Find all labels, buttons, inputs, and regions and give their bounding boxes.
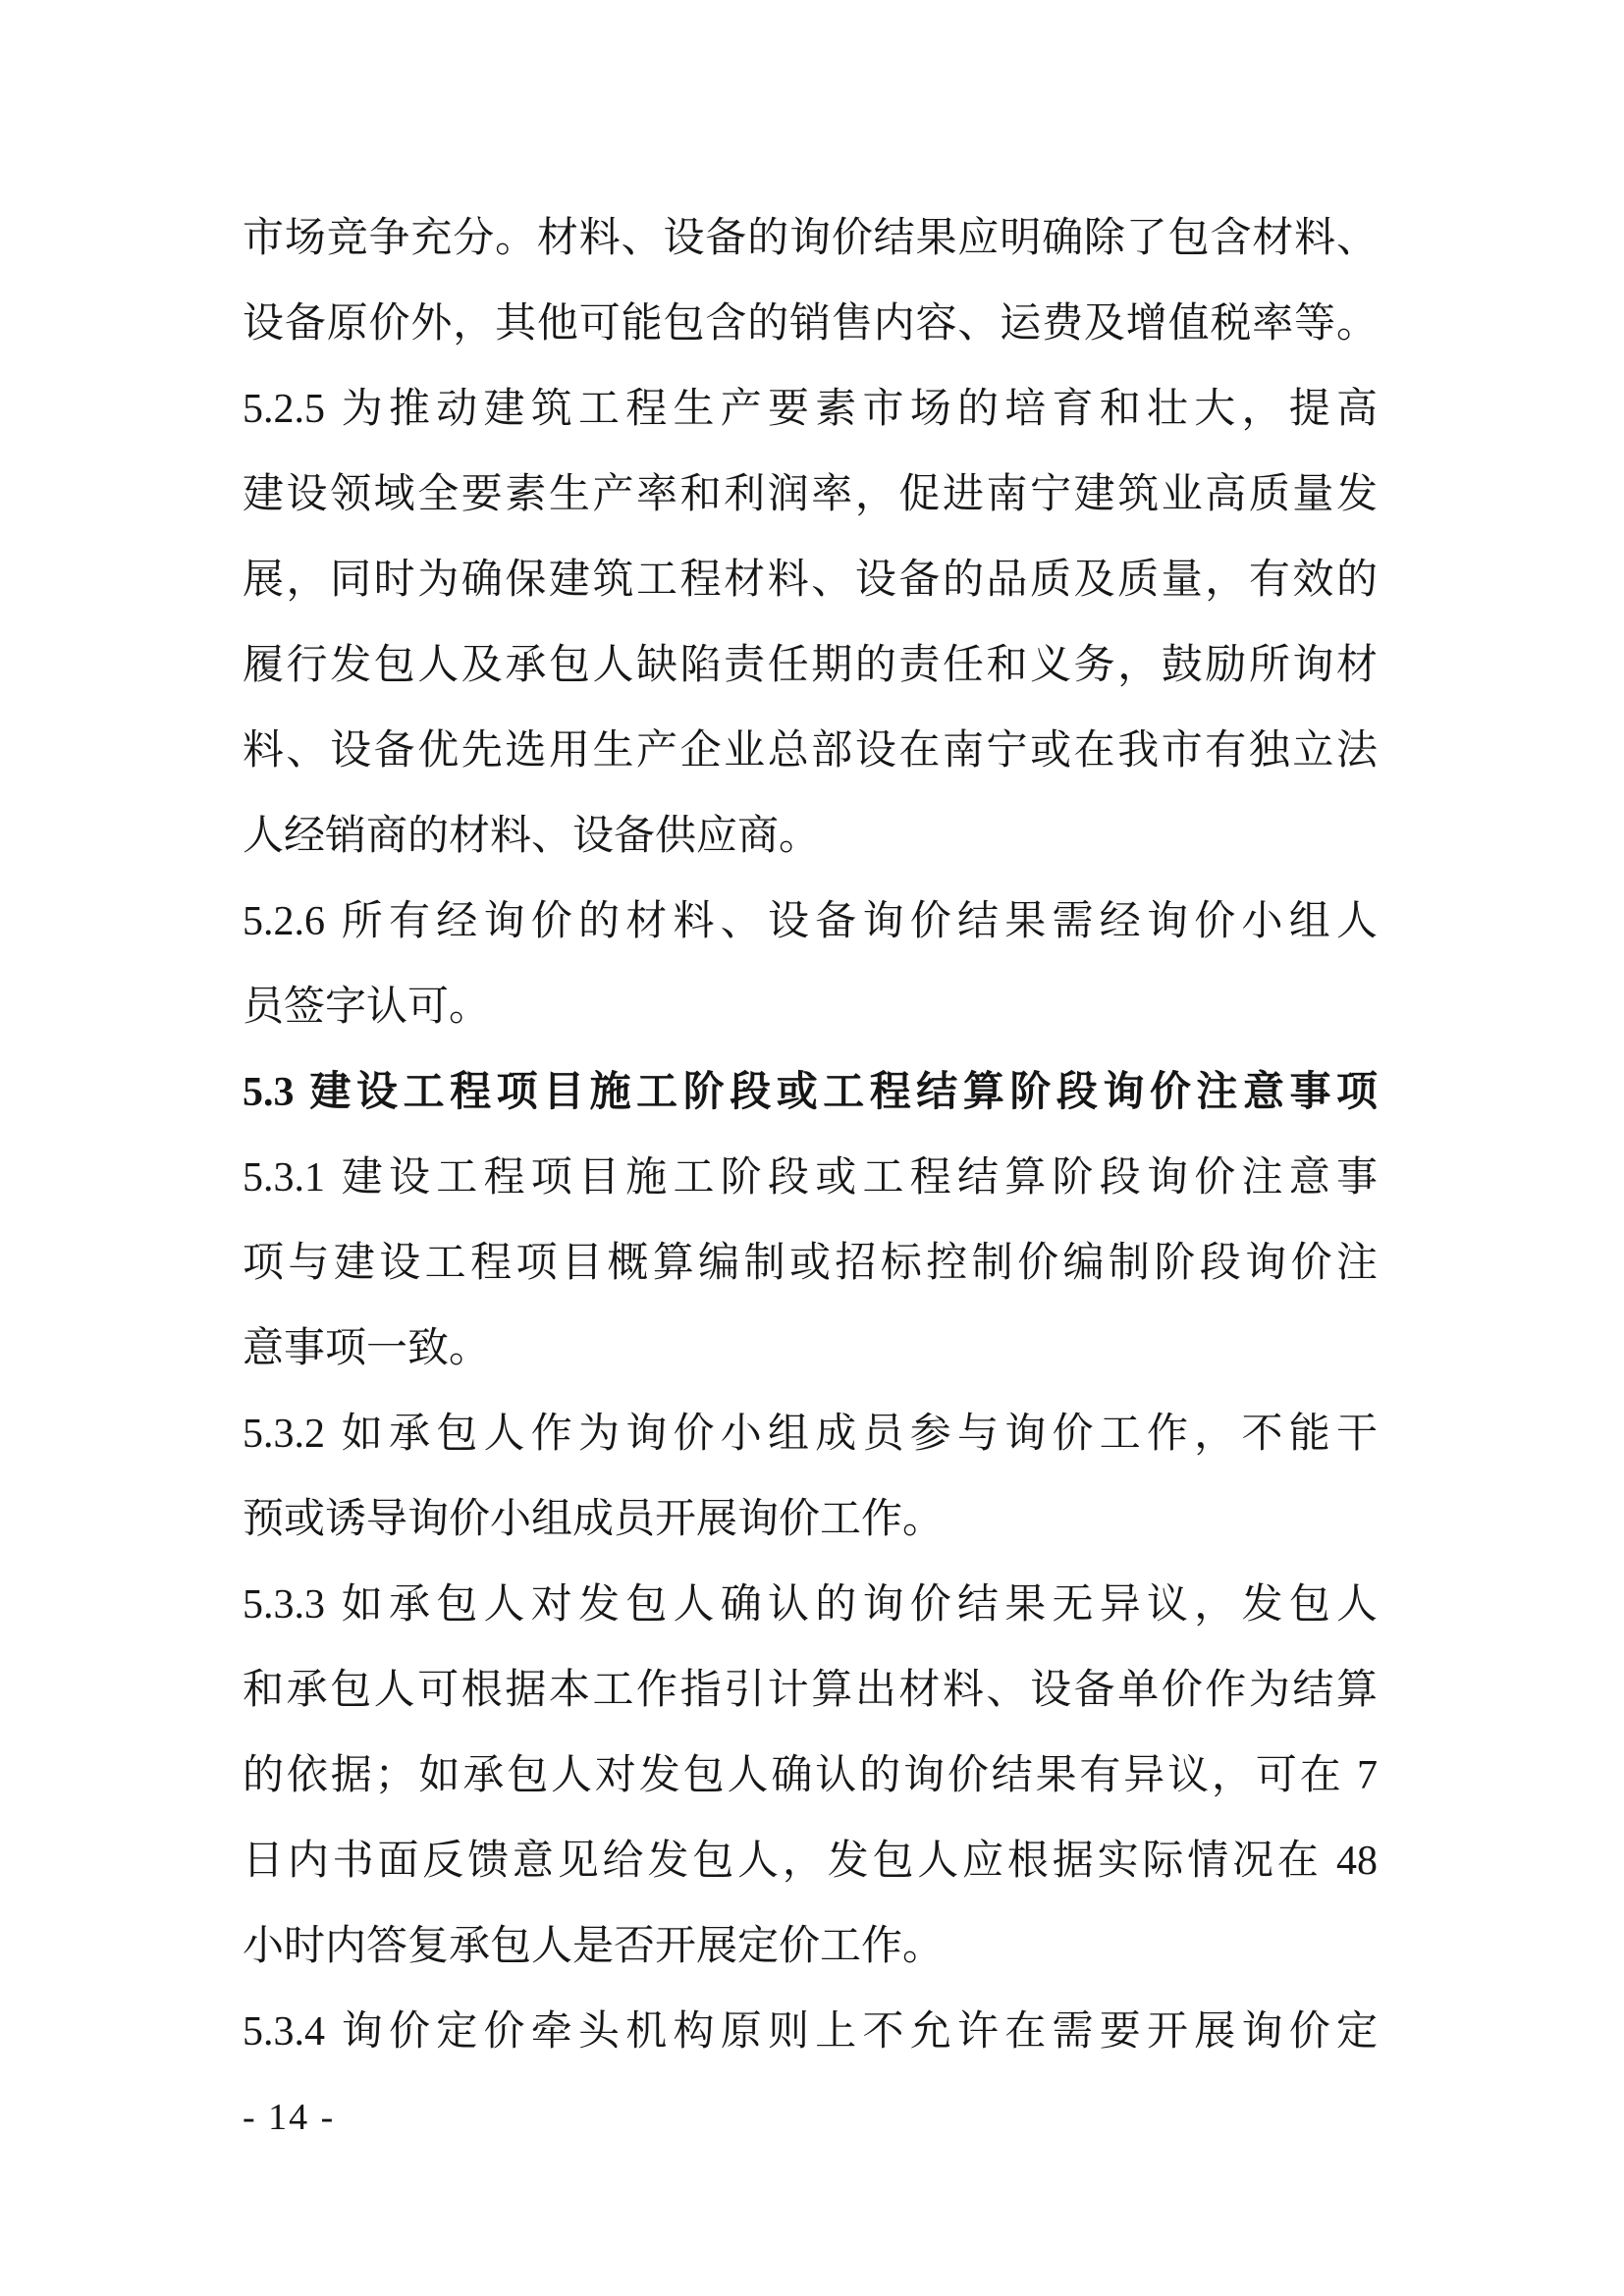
clause-5-3-2-line: 5.3.2 如承包人作为询价小组成员参与询价工作，不能干 — [243, 1412, 1378, 1457]
text-line: 意事项一致。 — [243, 1326, 491, 1371]
text-line: 设备原价外，其他可能包含的销售内容、运费及增值税率等。 — [243, 301, 1378, 347]
text-line: 项与建设工程项目概算编制或招标控制价编制阶段询价注 — [243, 1241, 1378, 1286]
clause-5-2-6-line: 5.2.6 所有经询价的材料、设备询价结果需经询价小组人 — [243, 899, 1378, 944]
text-block — [243, 196, 1378, 2075]
text-line: 的依据；如承包人对发包人确认的询价结果有异议，可在 7 — [243, 1753, 1378, 1798]
text-line: 履行发包人及承包人缺陷责任期的责任和义务，鼓励所询材 — [243, 643, 1378, 688]
text-line: 料、设备优先选用生产企业总部设在南宁或在我市有独立法 — [243, 728, 1378, 774]
clause-5-2-5-line: 5.2.5 为推动建筑工程生产要素市场的培育和壮大，提高 — [243, 387, 1378, 432]
text-line: 员签字认可。 — [243, 985, 491, 1030]
text-line: 建设领域全要素生产率和利润率，促进南宁建筑业高质量发 — [243, 472, 1378, 517]
text-line: 日内书面反馈意见给发包人，发包人应根据实际情况在 48 — [243, 1839, 1378, 1884]
clause-5-3-4-line: 5.3.4 询价定价牵头机构原则上不允许在需要开展询价定 — [243, 2009, 1378, 2055]
clause-5-3-3-line: 5.3.3 如承包人对发包人确认的询价结果无异议，发包人 — [243, 1582, 1378, 1628]
text-line: 市场竞争充分。材料、设备的询价结果应明确除了包含材料、 — [243, 216, 1378, 261]
text-line: 和承包人可根据本工作指引计算出材料、设备单价作为结算 — [243, 1668, 1378, 1713]
text-line: 展，同时为确保建筑工程材料、设备的品质及质量，有效的 — [243, 558, 1378, 603]
section-heading-5-3: 5.3 建设工程项目施工阶段或工程结算阶段询价注意事项 — [243, 1070, 1378, 1115]
text-line: 人经销商的材料、设备供应商。 — [243, 814, 821, 859]
page-number: - 14 - — [243, 2097, 336, 2138]
text-line: 预或诱导询价小组成员开展询价工作。 — [243, 1497, 945, 1542]
text-line: 小时内答复承包人是否开展定价工作。 — [243, 1924, 945, 1969]
clause-5-3-1-line: 5.3.1 建设工程项目施工阶段或工程结算阶段询价注意事 — [243, 1155, 1378, 1201]
